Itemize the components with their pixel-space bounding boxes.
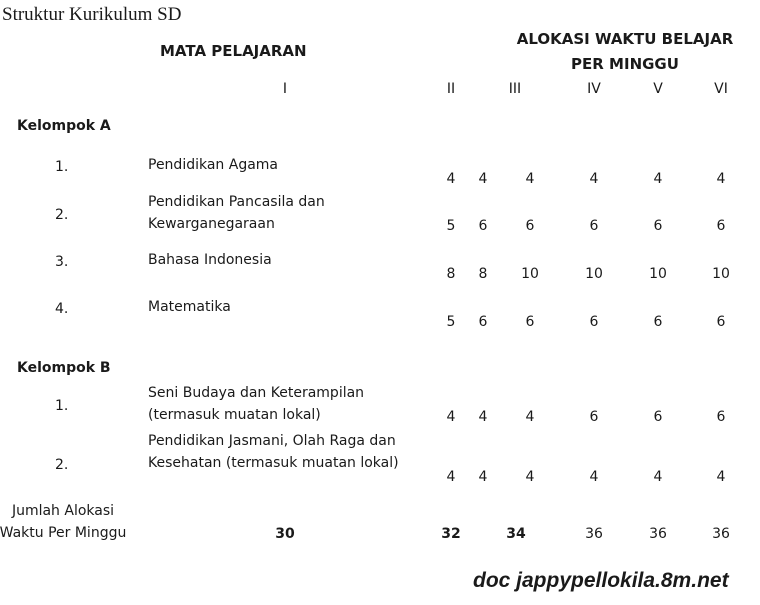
value-cell: 6 [716, 218, 726, 234]
value-cell: 10 [585, 266, 603, 282]
value-cell: 4 [525, 409, 535, 425]
value-cell: 6 [589, 314, 599, 330]
total-value: 36 [649, 526, 667, 542]
value-cell: 6 [525, 314, 535, 330]
value-cell: 4 [653, 469, 663, 485]
value-cell: 4 [716, 171, 726, 187]
subject-name: Pendidikan Pancasila dan Kewarganegaraan [148, 194, 325, 232]
row-number: 2. [55, 207, 69, 223]
value-cell: 6 [589, 218, 599, 234]
grade-header-5: V [653, 81, 663, 97]
value-cell: 6 [653, 409, 663, 425]
allocation-header-line1: ALOKASI WAKTU BELAJAR [516, 30, 734, 48]
total-value: 36 [585, 526, 603, 542]
document-title: Struktur Kurikulum SD [2, 4, 182, 25]
value-cell: 8 [478, 266, 488, 282]
subject-column-header: MATA PELAJARAN [160, 42, 307, 60]
value-cell: 4 [589, 469, 599, 485]
value-cell: 8 [446, 266, 456, 282]
total-value: 34 [506, 526, 526, 542]
row-number: 4. [55, 301, 69, 317]
grade-header-2: II [446, 81, 456, 97]
value-cell: 6 [653, 218, 663, 234]
value-cell: 5 [446, 314, 456, 330]
value-cell: 4 [446, 409, 456, 425]
row-number: 3. [55, 254, 69, 270]
value-cell: 6 [716, 314, 726, 330]
value-cell: 4 [525, 171, 535, 187]
value-cell: 4 [525, 469, 535, 485]
value-cell: 4 [478, 469, 488, 485]
value-cell: 4 [589, 171, 599, 187]
value-cell: 4 [446, 171, 456, 187]
source-watermark: doc jappypellokila.8m.net [473, 569, 729, 592]
total-label: Jumlah Alokasi Waktu Per Minggu [0, 503, 127, 541]
value-cell: 6 [525, 218, 535, 234]
value-cell: 10 [521, 266, 539, 282]
subject-name: Bahasa Indonesia [148, 252, 272, 268]
row-number: 2. [55, 457, 69, 473]
subject-name: Seni Budaya dan Keterampilan (termasuk muatan lokal) [148, 385, 365, 423]
value-cell: 10 [649, 266, 667, 282]
total-value: 30 [275, 526, 295, 542]
group-a-heading: Kelompok A [17, 118, 111, 134]
grade-header-4: IV [587, 81, 601, 97]
value-cell: 4 [478, 409, 488, 425]
row-number: 1. [55, 159, 69, 175]
grade-header-6: VI [714, 81, 728, 97]
value-cell: 6 [478, 218, 488, 234]
subject-name: Pendidikan Jasmani, Olah Raga dan Kesehatan (termasuk muatan lokal) [148, 433, 399, 471]
row-number: 1. [55, 398, 69, 414]
group-b-heading: Kelompok B [17, 360, 111, 376]
grade-header-1: I [282, 81, 288, 97]
subject-name: Matematika [148, 299, 231, 315]
total-value: 32 [441, 526, 461, 542]
value-cell: 4 [653, 171, 663, 187]
value-cell: 4 [478, 171, 488, 187]
total-value: 36 [712, 526, 730, 542]
value-cell: 10 [712, 266, 730, 282]
value-cell: 6 [653, 314, 663, 330]
value-cell: 5 [446, 218, 456, 234]
grade-header-3: III [508, 81, 522, 97]
value-cell: 6 [478, 314, 488, 330]
value-cell: 4 [446, 469, 456, 485]
value-cell: 6 [589, 409, 599, 425]
allocation-header-line2: PER MINGGU [571, 55, 679, 73]
value-cell: 6 [716, 409, 726, 425]
subject-name: Pendidikan Agama [148, 157, 279, 173]
value-cell: 4 [716, 469, 726, 485]
